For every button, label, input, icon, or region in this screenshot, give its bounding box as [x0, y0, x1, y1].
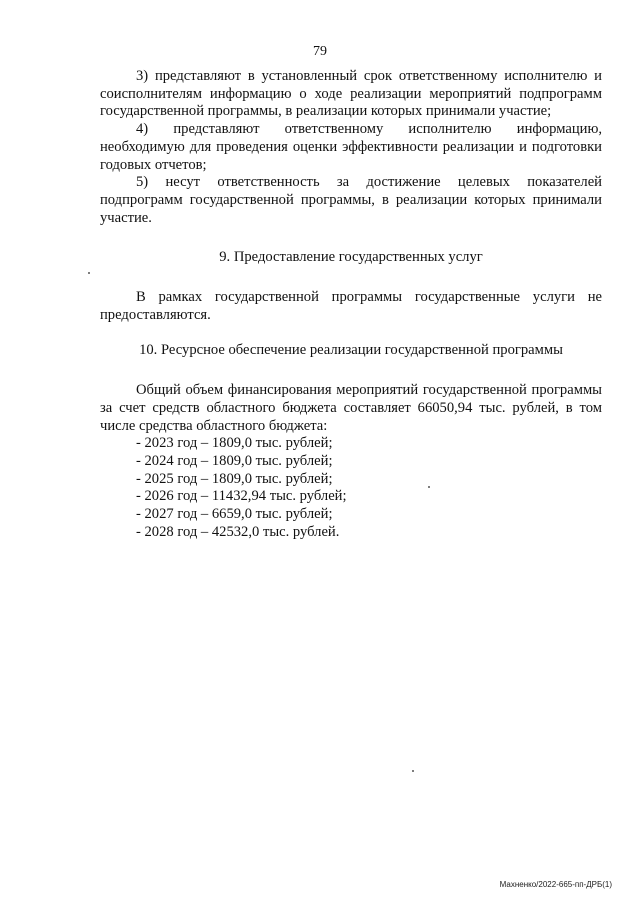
- paragraph-item-5: 5) несут ответственность за достижение целевых показателей подпрограмм государственной программы, в реализации которых принимали участие.: [100, 174, 602, 226]
- section-9-text: В рамках государственной программы государственные услуги не предоставляются.: [100, 289, 602, 323]
- funding-item-2024: - 2024 год – 1809,0 тыс. рублей;: [136, 452, 333, 469]
- footer-document-code: Махненко/2022-665-пп-ДРБ(1): [499, 880, 612, 889]
- page-number: 79: [313, 44, 327, 59]
- scan-speck: [412, 770, 414, 772]
- funding-item-2023: - 2023 год – 1809,0 тыс. рублей;: [136, 435, 333, 452]
- funding-list: [100, 435, 602, 541]
- scan-speck: [88, 272, 90, 274]
- funding-item-2027: - 2027 год – 6659,0 тыс. рублей;: [136, 506, 333, 523]
- page-content: [100, 68, 602, 541]
- funding-item-2028: - 2028 год – 42532,0 тыс. рублей.: [136, 523, 340, 540]
- scan-speck: [428, 486, 430, 488]
- funding-item-2025: - 2025 год – 1809,0 тыс. рублей;: [136, 470, 333, 487]
- paragraph-item-3: 3) представляют в установленный срок ответственному исполнителю и соисполнителям информацию о ходе реализации мероприятий подпрограмм государственной программы, в реализации которых принимали участие;: [100, 68, 602, 120]
- paragraph-item-4: 4) представляют ответственному исполнителю информацию, необходимую для проведения оценки эффективности реализации и подготовки годовых отчетов;: [100, 121, 602, 173]
- section-10-text: Общий объем финансирования мероприятий государственной программы за счет средств областного бюджета составляет 66050,94 тыс. рублей, в том числе средства областного бюджета:: [100, 382, 602, 434]
- section-10-heading: 10. Ресурсное обеспечение реализации государственной программы: [139, 342, 563, 359]
- funding-item-2026: - 2026 год – 11432,94 тыс. рублей;: [136, 488, 347, 505]
- section-9-heading: 9. Предоставление государственных услуг: [219, 249, 483, 266]
